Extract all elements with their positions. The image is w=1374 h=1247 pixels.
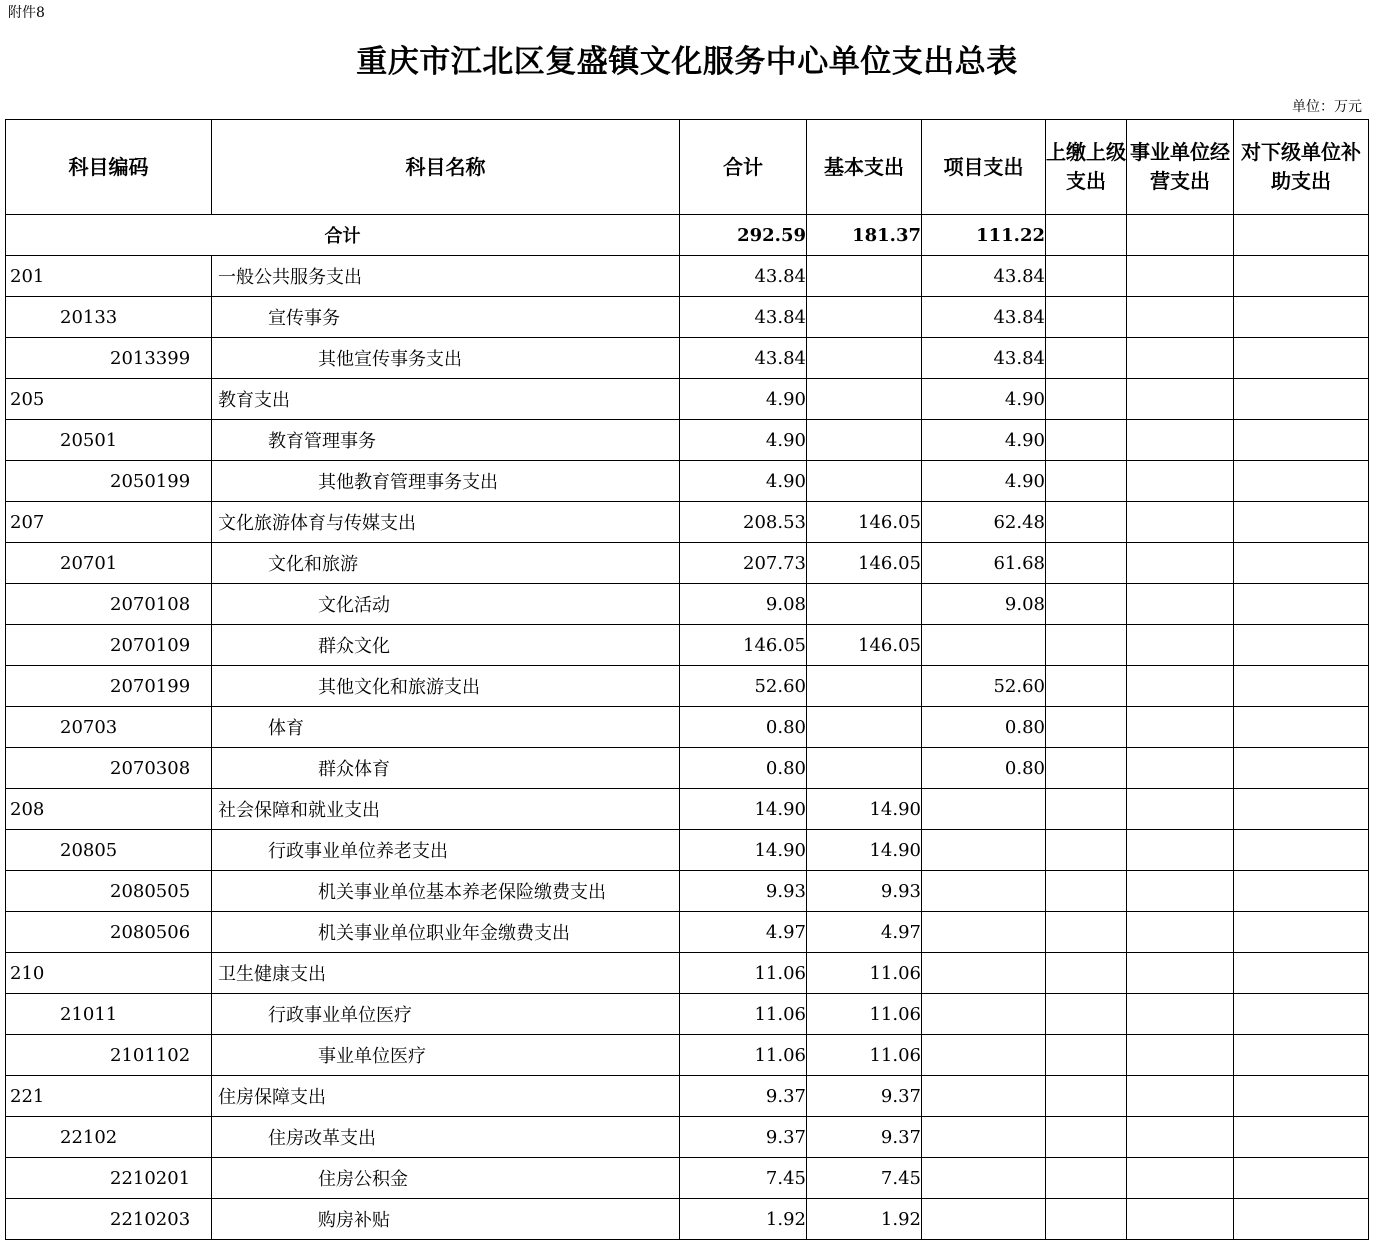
row-upper [1046, 953, 1127, 994]
row-business [1127, 461, 1234, 502]
row-basic [807, 461, 922, 502]
row-basic [807, 297, 922, 338]
header-row [6, 120, 1369, 215]
row-basic [807, 707, 922, 748]
row-basic: 14.90 [807, 789, 922, 830]
row-code: 210 [6, 953, 212, 994]
row-subsidy [1234, 584, 1369, 625]
row-subsidy [1234, 912, 1369, 953]
row-code: 2050199 [6, 461, 212, 502]
row-project [922, 871, 1046, 912]
row-code: 2080506 [6, 912, 212, 953]
table-row [6, 830, 1369, 871]
row-business [1127, 912, 1234, 953]
table-row [6, 666, 1369, 707]
row-total: 52.60 [680, 666, 807, 707]
row-total: 1.92 [680, 1199, 807, 1240]
row-code: 205 [6, 379, 212, 420]
total-total: 292.59 [680, 215, 807, 256]
total-upper [1046, 215, 1127, 256]
row-upper [1046, 625, 1127, 666]
row-upper [1046, 871, 1127, 912]
table-row [6, 379, 1369, 420]
row-upper [1046, 830, 1127, 871]
row-total: 11.06 [680, 1035, 807, 1076]
row-project: 9.08 [922, 584, 1046, 625]
header-name: 科目名称 [212, 120, 680, 215]
row-basic: 9.93 [807, 871, 922, 912]
row-code: 20805 [6, 830, 212, 871]
row-basic: 9.37 [807, 1076, 922, 1117]
row-upper [1046, 748, 1127, 789]
row-total: 43.84 [680, 256, 807, 297]
table-row [6, 707, 1369, 748]
row-subsidy [1234, 830, 1369, 871]
row-name: 体育 [212, 707, 680, 748]
row-subsidy [1234, 543, 1369, 584]
row-basic [807, 338, 922, 379]
header-code: 科目编码 [6, 120, 212, 215]
row-business [1127, 1035, 1234, 1076]
row-code: 2210203 [6, 1199, 212, 1240]
row-project: 52.60 [922, 666, 1046, 707]
row-total: 9.93 [680, 871, 807, 912]
row-project: 4.90 [922, 379, 1046, 420]
row-basic: 146.05 [807, 625, 922, 666]
table-row [6, 256, 1369, 297]
row-total: 208.53 [680, 502, 807, 543]
row-upper [1046, 420, 1127, 461]
row-total: 146.05 [680, 625, 807, 666]
row-upper [1046, 1199, 1127, 1240]
row-total: 4.90 [680, 461, 807, 502]
row-business [1127, 666, 1234, 707]
row-upper [1046, 789, 1127, 830]
row-subsidy [1234, 1199, 1369, 1240]
row-upper [1046, 338, 1127, 379]
row-project: 62.48 [922, 502, 1046, 543]
row-basic: 7.45 [807, 1158, 922, 1199]
row-project [922, 953, 1046, 994]
row-upper [1046, 1117, 1127, 1158]
table-row [6, 871, 1369, 912]
row-project: 0.80 [922, 707, 1046, 748]
row-basic [807, 420, 922, 461]
row-upper [1046, 666, 1127, 707]
row-upper [1046, 1035, 1127, 1076]
row-business [1127, 420, 1234, 461]
row-subsidy [1234, 1158, 1369, 1199]
row-project: 43.84 [922, 297, 1046, 338]
row-basic: 146.05 [807, 543, 922, 584]
table-row [6, 584, 1369, 625]
row-subsidy [1234, 338, 1369, 379]
row-subsidy [1234, 256, 1369, 297]
row-upper [1046, 461, 1127, 502]
row-total: 14.90 [680, 830, 807, 871]
row-basic [807, 748, 922, 789]
row-subsidy [1234, 1035, 1369, 1076]
unit-label: 单位：万元 [1292, 99, 1362, 115]
row-name: 机关事业单位职业年金缴费支出 [212, 912, 680, 953]
page-title: 重庆市江北区复盛镇文化服务中心单位支出总表 [356, 44, 1018, 80]
row-total: 0.80 [680, 707, 807, 748]
row-code: 2013399 [6, 338, 212, 379]
row-subsidy [1234, 871, 1369, 912]
row-business [1127, 830, 1234, 871]
row-project: 4.90 [922, 461, 1046, 502]
row-project [922, 1035, 1046, 1076]
row-project [922, 625, 1046, 666]
row-total: 11.06 [680, 994, 807, 1035]
row-project: 0.80 [922, 748, 1046, 789]
row-subsidy [1234, 1117, 1369, 1158]
row-code: 22102 [6, 1117, 212, 1158]
row-name: 卫生健康支出 [212, 953, 680, 994]
row-upper [1046, 707, 1127, 748]
row-code: 20133 [6, 297, 212, 338]
row-project [922, 789, 1046, 830]
row-business [1127, 338, 1234, 379]
table-row [6, 1117, 1369, 1158]
row-name: 住房保障支出 [212, 1076, 680, 1117]
header-total: 合计 [680, 120, 807, 215]
row-name: 其他教育管理事务支出 [212, 461, 680, 502]
row-name: 事业单位医疗 [212, 1035, 680, 1076]
row-total: 4.90 [680, 379, 807, 420]
row-total: 14.90 [680, 789, 807, 830]
row-total: 207.73 [680, 543, 807, 584]
row-subsidy [1234, 1076, 1369, 1117]
total-subsidy [1234, 215, 1369, 256]
row-basic: 14.90 [807, 830, 922, 871]
row-subsidy [1234, 666, 1369, 707]
row-code: 2070109 [6, 625, 212, 666]
row-code: 2210201 [6, 1158, 212, 1199]
total-business [1127, 215, 1234, 256]
row-project [922, 1199, 1046, 1240]
table-body [6, 215, 1369, 1240]
row-business [1127, 379, 1234, 420]
row-total: 9.37 [680, 1076, 807, 1117]
row-subsidy [1234, 789, 1369, 830]
row-upper [1046, 502, 1127, 543]
row-name: 其他文化和旅游支出 [212, 666, 680, 707]
row-name: 住房改革支出 [212, 1117, 680, 1158]
row-name: 宣传事务 [212, 297, 680, 338]
row-subsidy [1234, 297, 1369, 338]
row-code: 208 [6, 789, 212, 830]
row-basic [807, 379, 922, 420]
table-row [6, 994, 1369, 1035]
row-code: 21011 [6, 994, 212, 1035]
table-row [6, 789, 1369, 830]
row-project: 43.84 [922, 256, 1046, 297]
row-code: 221 [6, 1076, 212, 1117]
row-business [1127, 994, 1234, 1035]
row-business [1127, 256, 1234, 297]
row-code: 20501 [6, 420, 212, 461]
row-business [1127, 543, 1234, 584]
row-name: 一般公共服务支出 [212, 256, 680, 297]
row-business [1127, 625, 1234, 666]
row-upper [1046, 297, 1127, 338]
row-subsidy [1234, 953, 1369, 994]
row-upper [1046, 543, 1127, 584]
row-name: 机关事业单位基本养老保险缴费支出 [212, 871, 680, 912]
row-upper [1046, 379, 1127, 420]
row-name: 社会保障和就业支出 [212, 789, 680, 830]
row-name: 行政事业单位医疗 [212, 994, 680, 1035]
table-row [6, 748, 1369, 789]
row-total: 43.84 [680, 338, 807, 379]
row-subsidy [1234, 707, 1369, 748]
table-row [6, 625, 1369, 666]
row-project: 4.90 [922, 420, 1046, 461]
row-upper [1046, 1158, 1127, 1199]
row-code: 201 [6, 256, 212, 297]
table-row [6, 1158, 1369, 1199]
row-name: 其他宣传事务支出 [212, 338, 680, 379]
table-row [6, 912, 1369, 953]
table-row [6, 461, 1369, 502]
table-row [6, 420, 1369, 461]
row-business [1127, 707, 1234, 748]
row-total: 11.06 [680, 953, 807, 994]
header-basic: 基本支出 [807, 120, 922, 215]
row-business [1127, 1199, 1234, 1240]
row-total: 43.84 [680, 297, 807, 338]
row-name: 教育支出 [212, 379, 680, 420]
row-code: 2080505 [6, 871, 212, 912]
row-project: 61.68 [922, 543, 1046, 584]
row-business [1127, 1076, 1234, 1117]
row-name: 教育管理事务 [212, 420, 680, 461]
table-row [6, 1076, 1369, 1117]
row-business [1127, 789, 1234, 830]
row-name: 文化旅游体育与传媒支出 [212, 502, 680, 543]
row-upper [1046, 912, 1127, 953]
row-code: 20701 [6, 543, 212, 584]
row-project [922, 830, 1046, 871]
row-total: 7.45 [680, 1158, 807, 1199]
row-upper [1046, 584, 1127, 625]
row-basic: 9.37 [807, 1117, 922, 1158]
row-subsidy [1234, 994, 1369, 1035]
row-name: 文化和旅游 [212, 543, 680, 584]
row-business [1127, 502, 1234, 543]
row-project [922, 994, 1046, 1035]
row-name: 住房公积金 [212, 1158, 680, 1199]
row-business [1127, 297, 1234, 338]
row-basic: 11.06 [807, 1035, 922, 1076]
table-row [6, 543, 1369, 584]
row-code: 2101102 [6, 1035, 212, 1076]
row-upper [1046, 994, 1127, 1035]
row-subsidy [1234, 420, 1369, 461]
row-basic [807, 256, 922, 297]
row-subsidy [1234, 461, 1369, 502]
row-name: 群众体育 [212, 748, 680, 789]
row-business [1127, 1158, 1234, 1199]
row-project [922, 912, 1046, 953]
attachment-label: 附件8 [8, 5, 45, 21]
total-row [6, 215, 1369, 256]
header-subsidy: 对下级单位补助支出 [1234, 120, 1369, 215]
row-business [1127, 953, 1234, 994]
header-project: 项目支出 [922, 120, 1046, 215]
expenditure-table [5, 119, 1369, 1240]
row-business [1127, 748, 1234, 789]
row-name: 购房补贴 [212, 1199, 680, 1240]
row-basic [807, 666, 922, 707]
row-project: 43.84 [922, 338, 1046, 379]
row-business [1127, 1117, 1234, 1158]
row-subsidy [1234, 625, 1369, 666]
row-upper [1046, 256, 1127, 297]
row-basic: 11.06 [807, 994, 922, 1035]
row-basic: 1.92 [807, 1199, 922, 1240]
table-row [6, 297, 1369, 338]
row-basic [807, 584, 922, 625]
row-total: 9.37 [680, 1117, 807, 1158]
total-label: 合计 [6, 215, 680, 256]
row-name: 文化活动 [212, 584, 680, 625]
row-subsidy [1234, 379, 1369, 420]
header-upper: 上缴上级支出 [1046, 120, 1127, 215]
row-total: 9.08 [680, 584, 807, 625]
row-project [922, 1117, 1046, 1158]
total-project: 111.22 [922, 215, 1046, 256]
row-name: 群众文化 [212, 625, 680, 666]
total-basic: 181.37 [807, 215, 922, 256]
table-row [6, 1035, 1369, 1076]
row-business [1127, 871, 1234, 912]
row-subsidy [1234, 748, 1369, 789]
row-subsidy [1234, 502, 1369, 543]
row-name: 行政事业单位养老支出 [212, 830, 680, 871]
row-business [1127, 584, 1234, 625]
row-code: 20703 [6, 707, 212, 748]
row-upper [1046, 1076, 1127, 1117]
row-total: 4.97 [680, 912, 807, 953]
row-code: 207 [6, 502, 212, 543]
row-basic: 146.05 [807, 502, 922, 543]
table-row [6, 953, 1369, 994]
row-total: 4.90 [680, 420, 807, 461]
row-basic: 4.97 [807, 912, 922, 953]
table-row [6, 502, 1369, 543]
row-code: 2070108 [6, 584, 212, 625]
row-project [922, 1158, 1046, 1199]
row-project [922, 1076, 1046, 1117]
header-business: 事业单位经营支出 [1127, 120, 1234, 215]
row-total: 0.80 [680, 748, 807, 789]
row-code: 2070199 [6, 666, 212, 707]
row-code: 2070308 [6, 748, 212, 789]
table-row [6, 1199, 1369, 1240]
row-basic: 11.06 [807, 953, 922, 994]
table-row [6, 338, 1369, 379]
